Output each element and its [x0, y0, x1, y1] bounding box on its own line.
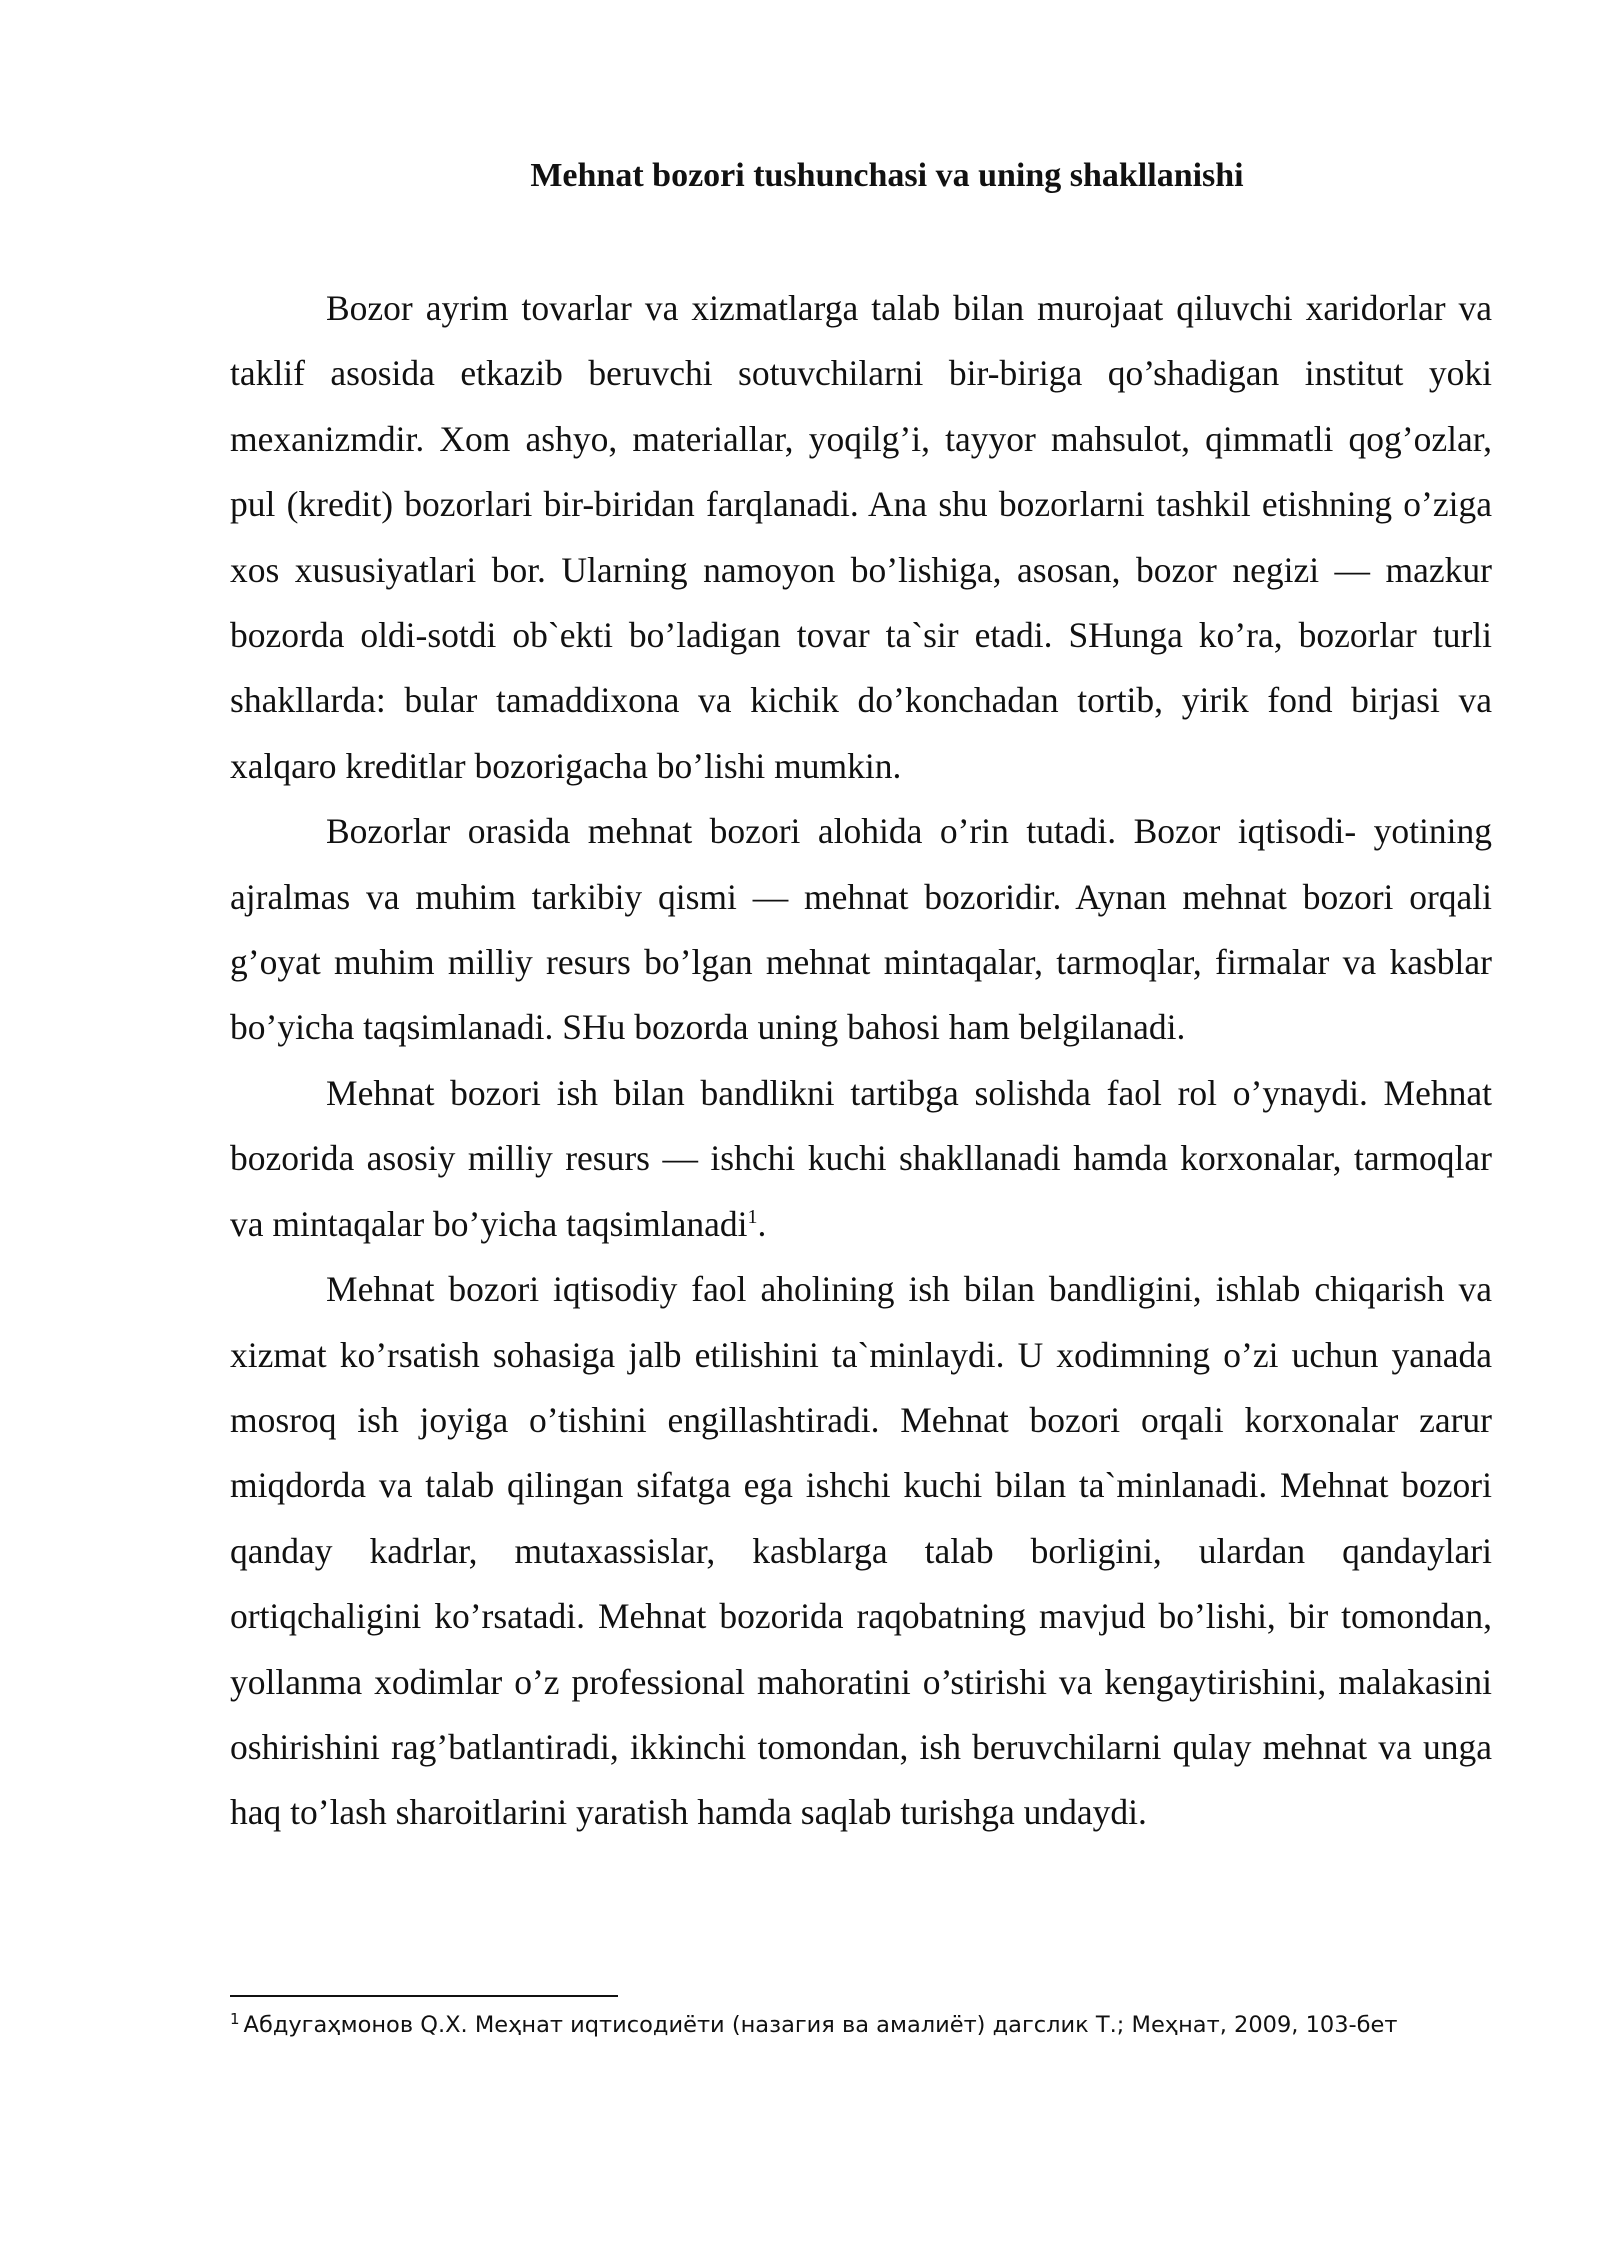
paragraph-text: Mehnat bozori ish bilan bandlikni tartibga solishda faol rol o’ynaydi. Mehnat bozorida asosiy milliy resurs — ishchi kuchi shakllanadi hamda korxonalar, tarmoqlar va mintaqalar bo’yicha taqsimlanadi: [230, 1072, 1492, 1244]
document-body: [230, 276, 1492, 1846]
paragraph: [230, 1061, 1492, 1257]
footnote-separator: [230, 1995, 618, 1997]
footnote-text: Абдугаҳмонов Q.Х. Меҳнат иqтисодиёти (назагия ва амалиёт) дагслик Т.; Меҳнат, 2009, 103-бет: [243, 2012, 1398, 2038]
paragraph: Bozor ayrim tovarlar va xizmatlarga talab bilan murojaat qiluvchi xaridorlar va taklif asosida etkazib beruvchi sotuvchilarni bir-biriga qo’shadigan institut yoki mexanizmdir. Xom ashyo, materiallar, yoqilg’i, tayyor mahsulot, qimmatli qog’ozlar, pul (kredit) bozorlari bir-biridan farqlanadi. Ana shu bozorlarni tashkil etishning o’ziga xos xususiyatlari bor. Ularning namoyon bo’lishiga, asosan, bozor negizi — mazkur bozorda oldi-sotdi ob`ekti bo’ladigan tovar ta`sir etadi. SHunga ko’ra, bozorlar turli shakllarda: bular tamaddixona va kichik do’konchadan tortib, yirik fond birjasi va xalqaro kreditlar bozorigacha bo’lishi mumkin.: [230, 288, 1492, 786]
paragraph: Mehnat bozori iqtisodiy faol aholining ish bilan bandligini, ishlab chiqarish va xizmat ko’rsatish sohasiga jalb etilishini ta`minlaydi. U xodimning o’zi uchun yanada mosroq ish joyiga o’tishini engillashtiradi. Mehnat bozori orqali korxonalar zarur miqdorda va talab qilingan sifatga ega ishchi kuchi bilan ta`minlanadi. Mehnat bozori qanday kadrlar, mutaxassislar, kasblarga talab borligini, ulardan qandaylari ortiqchaligini ko’rsatadi. Mehnat bozorida raqobatning mavjud bo’lishi, bir tomondan, yollanma xodimlar o’z professional mahoratini o’stirishi va kengaytirishini, malakasini oshirishini rag’batlantiradi, ikkinchi tomondan, ish beruvchilarni qulay mehnat va unga haq to’lash sharoitlarini yaratish hamda saqlab turishga undaydi.: [230, 1269, 1492, 1833]
document-title: Mehnat bozori tushunchasi va uning shakllanishi: [530, 157, 1244, 194]
footnote-reference[interactable]: 1: [747, 1205, 758, 1228]
footnote-marker: 1: [230, 2009, 240, 2028]
paragraph: Bozorlar orasida mehnat bozori alohida o’rin tutadi. Bozor iqtisodi- yotining ajralmas va muhim tarkibiy qismi — mehnat bozoridir. Aynan mehnat bozori orqali g’oyat muhim milliy resurs bo’lgan mehnat mintaqalar, tarmoqlar, firmalar va kasblar bo’yicha taqsimlanadi. SHu bozorda uning bahosi ham belgilanadi.: [230, 811, 1492, 1048]
footnote: [230, 2008, 1530, 2042]
paragraph-end-punctuation: .: [757, 1203, 767, 1244]
